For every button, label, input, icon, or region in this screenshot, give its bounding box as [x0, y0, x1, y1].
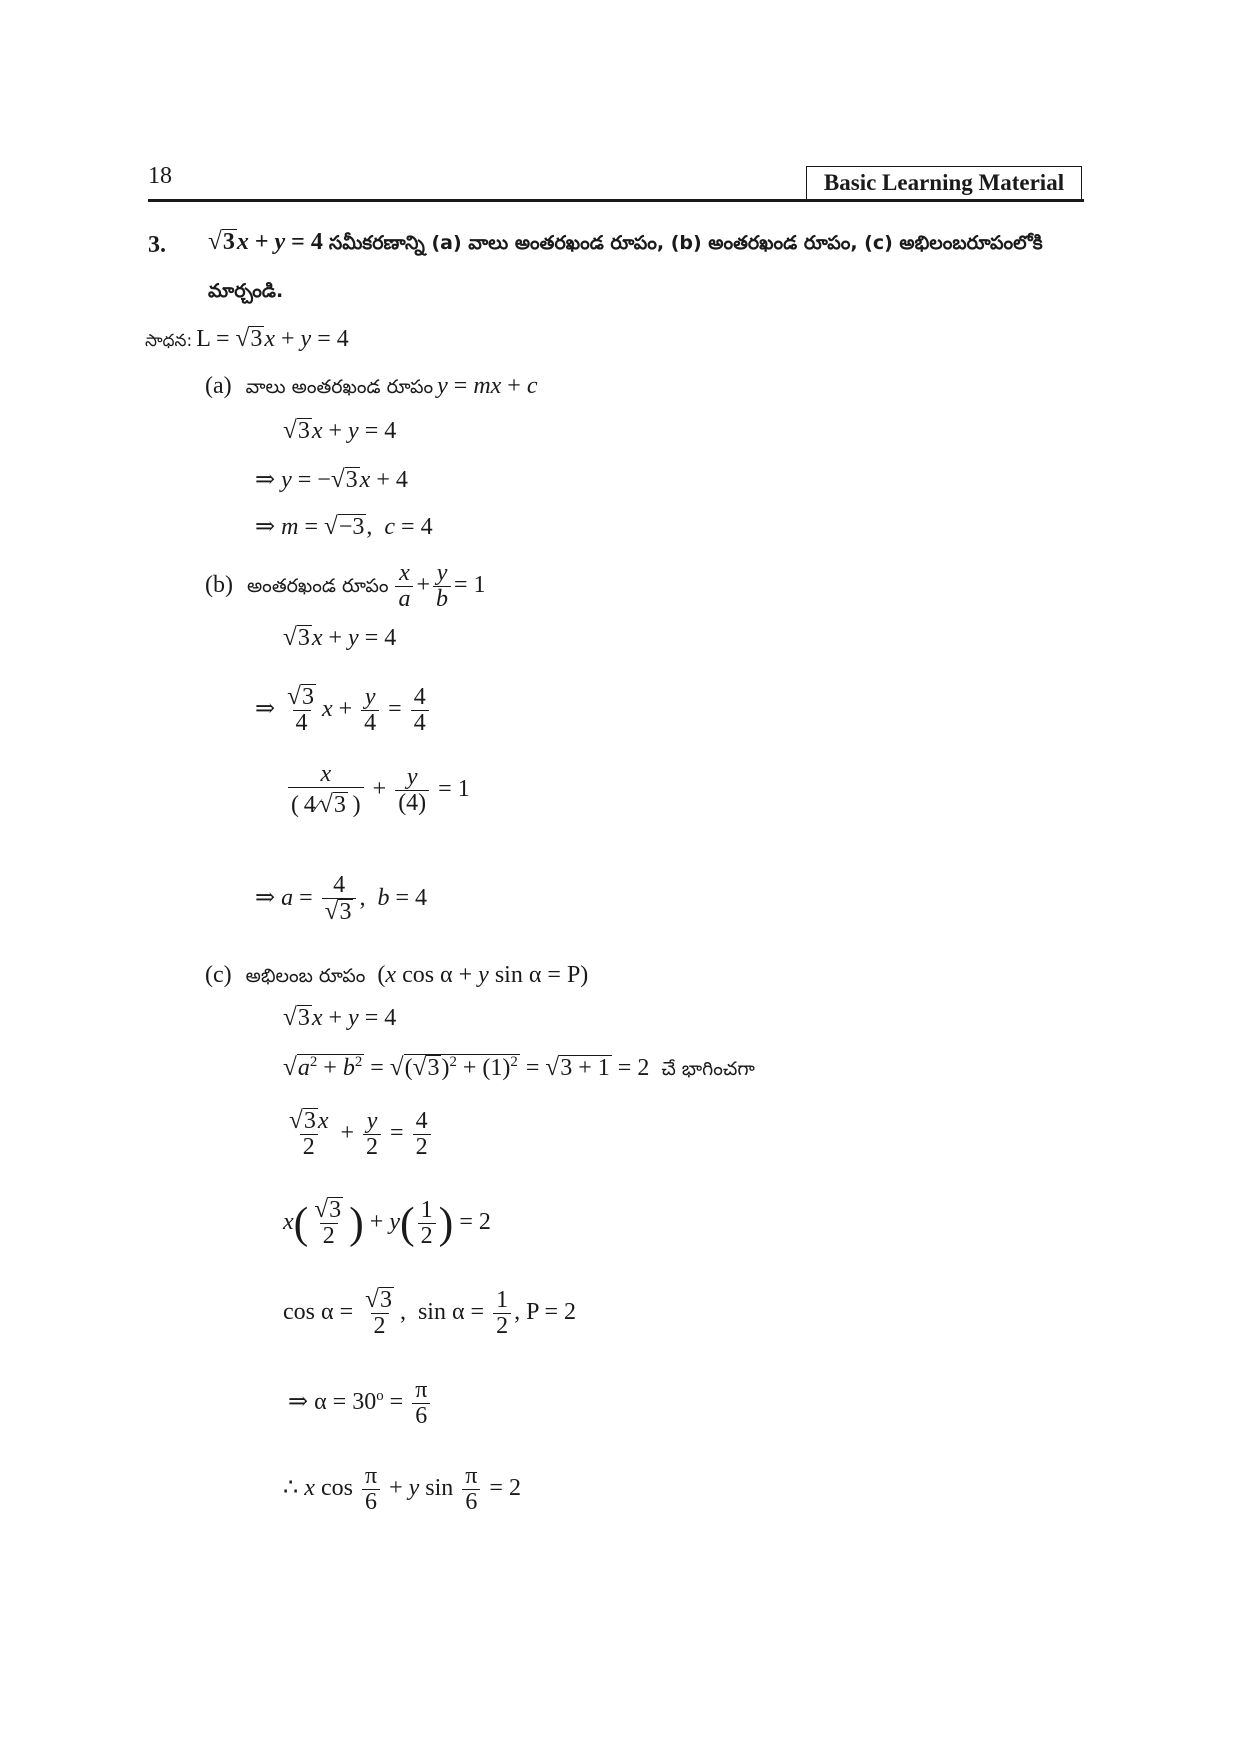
equation: √3x + y = 4 [283, 624, 397, 651]
equation: $\frac{x}{( 4⁄√3 )}$ + $\frac{y}{(4)}$ = 1 [285, 762, 470, 819]
equation: ⇒ $\frac{√3}{4}$ x + $\frac{y}{4}$ = $\frac{4}{4}$ [255, 684, 432, 737]
normalizing-line [283, 1054, 755, 1085]
equation: √3x + y = 4 [208, 228, 323, 255]
equation: x( $\frac{√3}{2}$ ) + y( $\frac{1}{2}$ ) = 2 [283, 1196, 491, 1250]
part-b-label: (b) [205, 572, 233, 599]
header-rule [148, 199, 1084, 202]
solution-line [145, 325, 349, 355]
equation: $\frac{√3x}{2}$ + $\frac{y}{2}$ = $\frac{4}{2}$ [283, 1108, 434, 1161]
equation: ∴ x cos $\frac{\pi}{6}$ + y sin $\frac{\pi}{6}$ = 2 [283, 1463, 521, 1516]
part-c-heading [205, 962, 588, 992]
part-a-heading: (a) వాలు అంతరఖండ రూపం y = mx + c [205, 373, 538, 399]
equation: ⇒ a = $\frac{4}{√3}$ , b = 4 [255, 872, 428, 926]
equation: ⇒ $\alpha = 30^o$ = $\frac{\pi}{6}$ [288, 1378, 433, 1429]
part-c-title: అభిలంబ రూపం [245, 965, 366, 987]
equation: $\frac{x}{a}$ + $\frac{y}{b}$ = 1 [392, 572, 485, 598]
part-a-title: వాలు అంతరఖండ రూపం [245, 376, 434, 398]
equation: √3x + y = 4 [283, 1004, 397, 1031]
part-b-heading [205, 561, 486, 612]
question-text-1: సమీకరణాన్ని (a) వాలు అంతరఖండ రూపం, (b) అంతరఖండ రూపం, (c) అభిలంబరూపంలోకి [328, 232, 1043, 254]
question-line-1 [208, 228, 1043, 259]
solution-label: సాధన: [145, 331, 193, 351]
equation: ⇒ m = √−3, c = 4 [255, 513, 433, 540]
equation: L = √3x + y = 4 [196, 325, 349, 352]
part-c-label: (c) [205, 962, 232, 988]
part-b-title: అంతరఖండ రూపం [246, 575, 389, 598]
book-title: Basic Learning Material [823, 170, 1065, 195]
equation: cos α = $\frac{√3}{2}$ , sin α = $\frac{1}{2}$ , P = 2 [283, 1286, 577, 1340]
part-a-label: (a) [205, 373, 232, 399]
question-text-2: మార్చండి. [208, 280, 284, 302]
question-number: 3. [148, 232, 166, 258]
book-title-box [806, 166, 1082, 200]
equation: ⇒ y = −√3x + 4 [255, 466, 408, 493]
page-number: 18 [148, 163, 172, 189]
equation: (x cos α + y sin α = P) [377, 962, 589, 988]
equation: y [437, 373, 448, 399]
divide-text: చే భాగించగా [661, 1058, 755, 1080]
equation: $√a^2 + b^2 = √(√3)^2 + (1)^2 = √3 + 1 = 2$ [283, 1054, 650, 1081]
equation: √3x + y = 4 [283, 417, 397, 444]
